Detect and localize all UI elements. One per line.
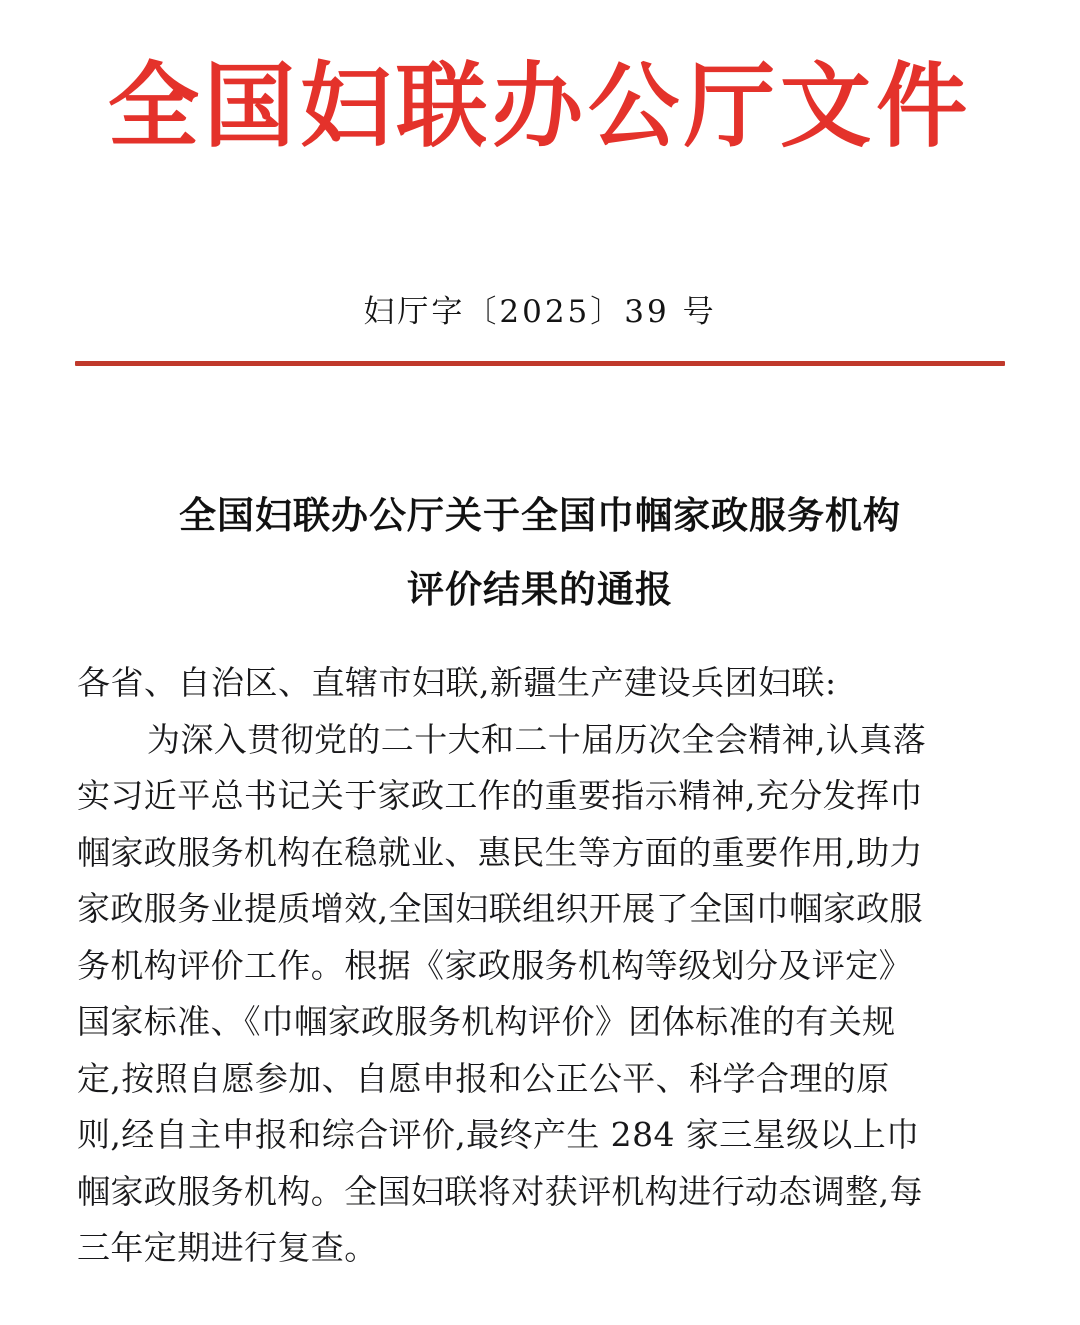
- document-body: [77, 655, 1007, 1277]
- body-line-3: 帼家政服务机构在稳就业、惠民生等方面的重要作用,助力: [77, 832, 923, 872]
- body-line-7: 定,按照自愿参加、自愿申报和公正公平、科学合理的原: [77, 1058, 890, 1098]
- document-number-row: [0, 292, 1080, 332]
- body-line-4: 家政服务业提质增效,全国妇联组织开展了全国巾帼家政服: [77, 889, 923, 928]
- letterhead-masthead: [0, 52, 1080, 161]
- salutation-line: 各省、自治区、直辖市妇联,新疆生产建设兵团妇联:: [77, 663, 837, 702]
- body-line-5: 务机构评价工作。根据《家政服务机构等级划分及评定》: [77, 945, 912, 985]
- document-number: 妇厅字〔2025〕39 号: [363, 294, 717, 330]
- body-line-1: 为深入贯彻党的二十大和二十届历次全会精神,认真落: [147, 719, 927, 759]
- document-title-line-1: 全国妇联办公厅关于全国巾帼家政服务机构: [179, 493, 901, 537]
- body-line-10: 三年定期进行复查。: [77, 1228, 378, 1267]
- body-line-9: 帼家政服务机构。全国妇联将对获评机构进行动态调整,每: [77, 1171, 923, 1211]
- body-line-2: 实习近平总书记关于家政工作的重要指示精神,充分发挥巾: [77, 776, 923, 815]
- masthead-title: 全国妇联办公厅文件: [107, 52, 973, 160]
- body-line-8: 则,经自主申报和综合评价,最终产生 284 家三星级以上巾: [77, 1115, 920, 1154]
- body-line-6: 国家标准、《巾帼家政服务机构评价》团体标准的有关规: [77, 1002, 896, 1041]
- document-title: [90, 478, 990, 626]
- document-title-line-2: 评价结果的通报: [407, 567, 673, 611]
- red-separator-rule: [75, 361, 1005, 366]
